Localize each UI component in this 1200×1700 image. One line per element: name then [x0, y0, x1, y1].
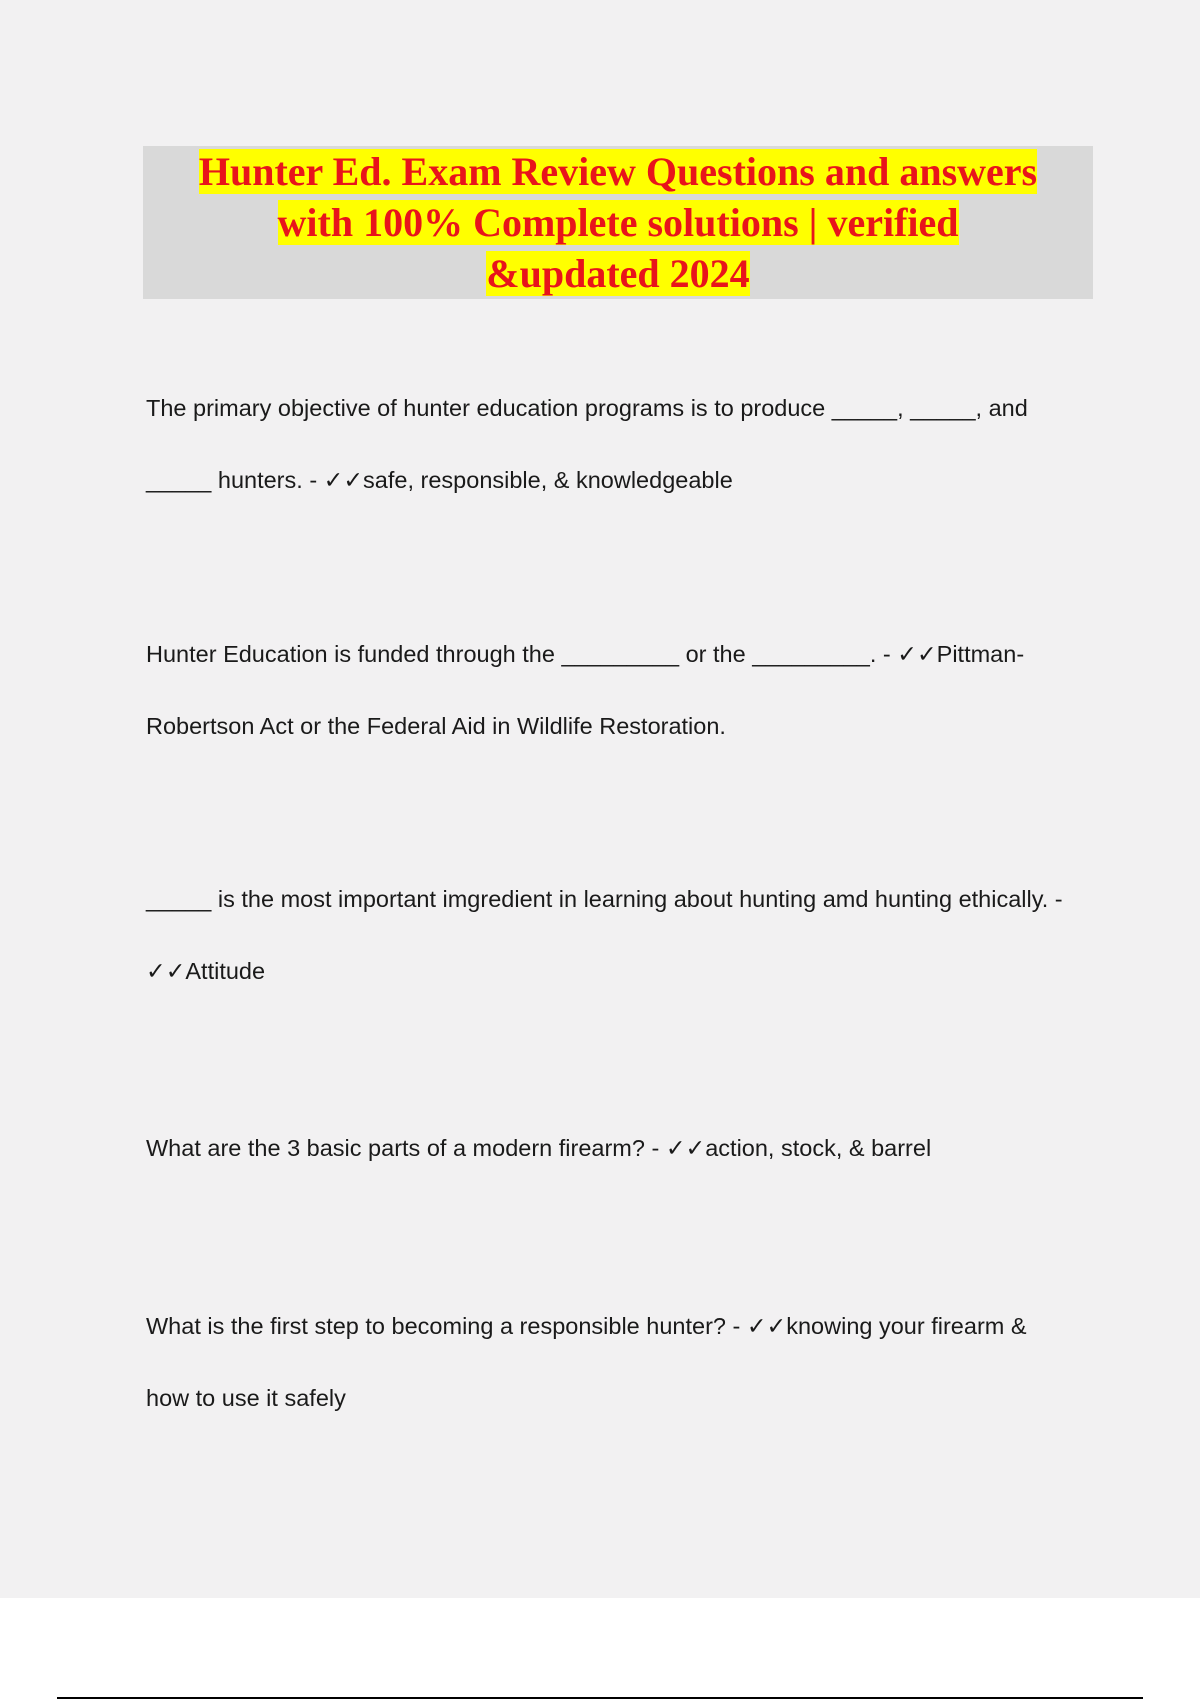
- footer-divider: [57, 1697, 1143, 1699]
- title-line-1: Hunter Ed. Exam Review Questions and answers: [198, 149, 1038, 194]
- qa-item-1: The primary objective of hunter education programs is to produce _____, _____, and _____ hunters. - ✓✓safe, responsible, & knowledgeable: [146, 395, 1028, 493]
- qa-item-4: What are the 3 basic parts of a modern firearm? - ✓✓action, stock, & barrel: [146, 1135, 932, 1161]
- qa-item-3: _____ is the most important imgredient in learning about hunting amd hunting ethically. - ✓✓Attitude: [146, 886, 1063, 984]
- title-line-3: &updated 2024: [486, 251, 750, 296]
- title-line-2: with 100% Complete solutions | verified: [277, 200, 959, 245]
- qa-item-5: What is the first step to becoming a responsible hunter? - ✓✓knowing your firearm & how to use it safely: [146, 1313, 1027, 1411]
- title-banner: [143, 146, 1093, 299]
- qa-item-2: Hunter Education is funded through the _________ or the _________. - ✓✓Pittman-Robertson Act or the Federal Aid in Wildlife Restoration.: [146, 641, 1025, 739]
